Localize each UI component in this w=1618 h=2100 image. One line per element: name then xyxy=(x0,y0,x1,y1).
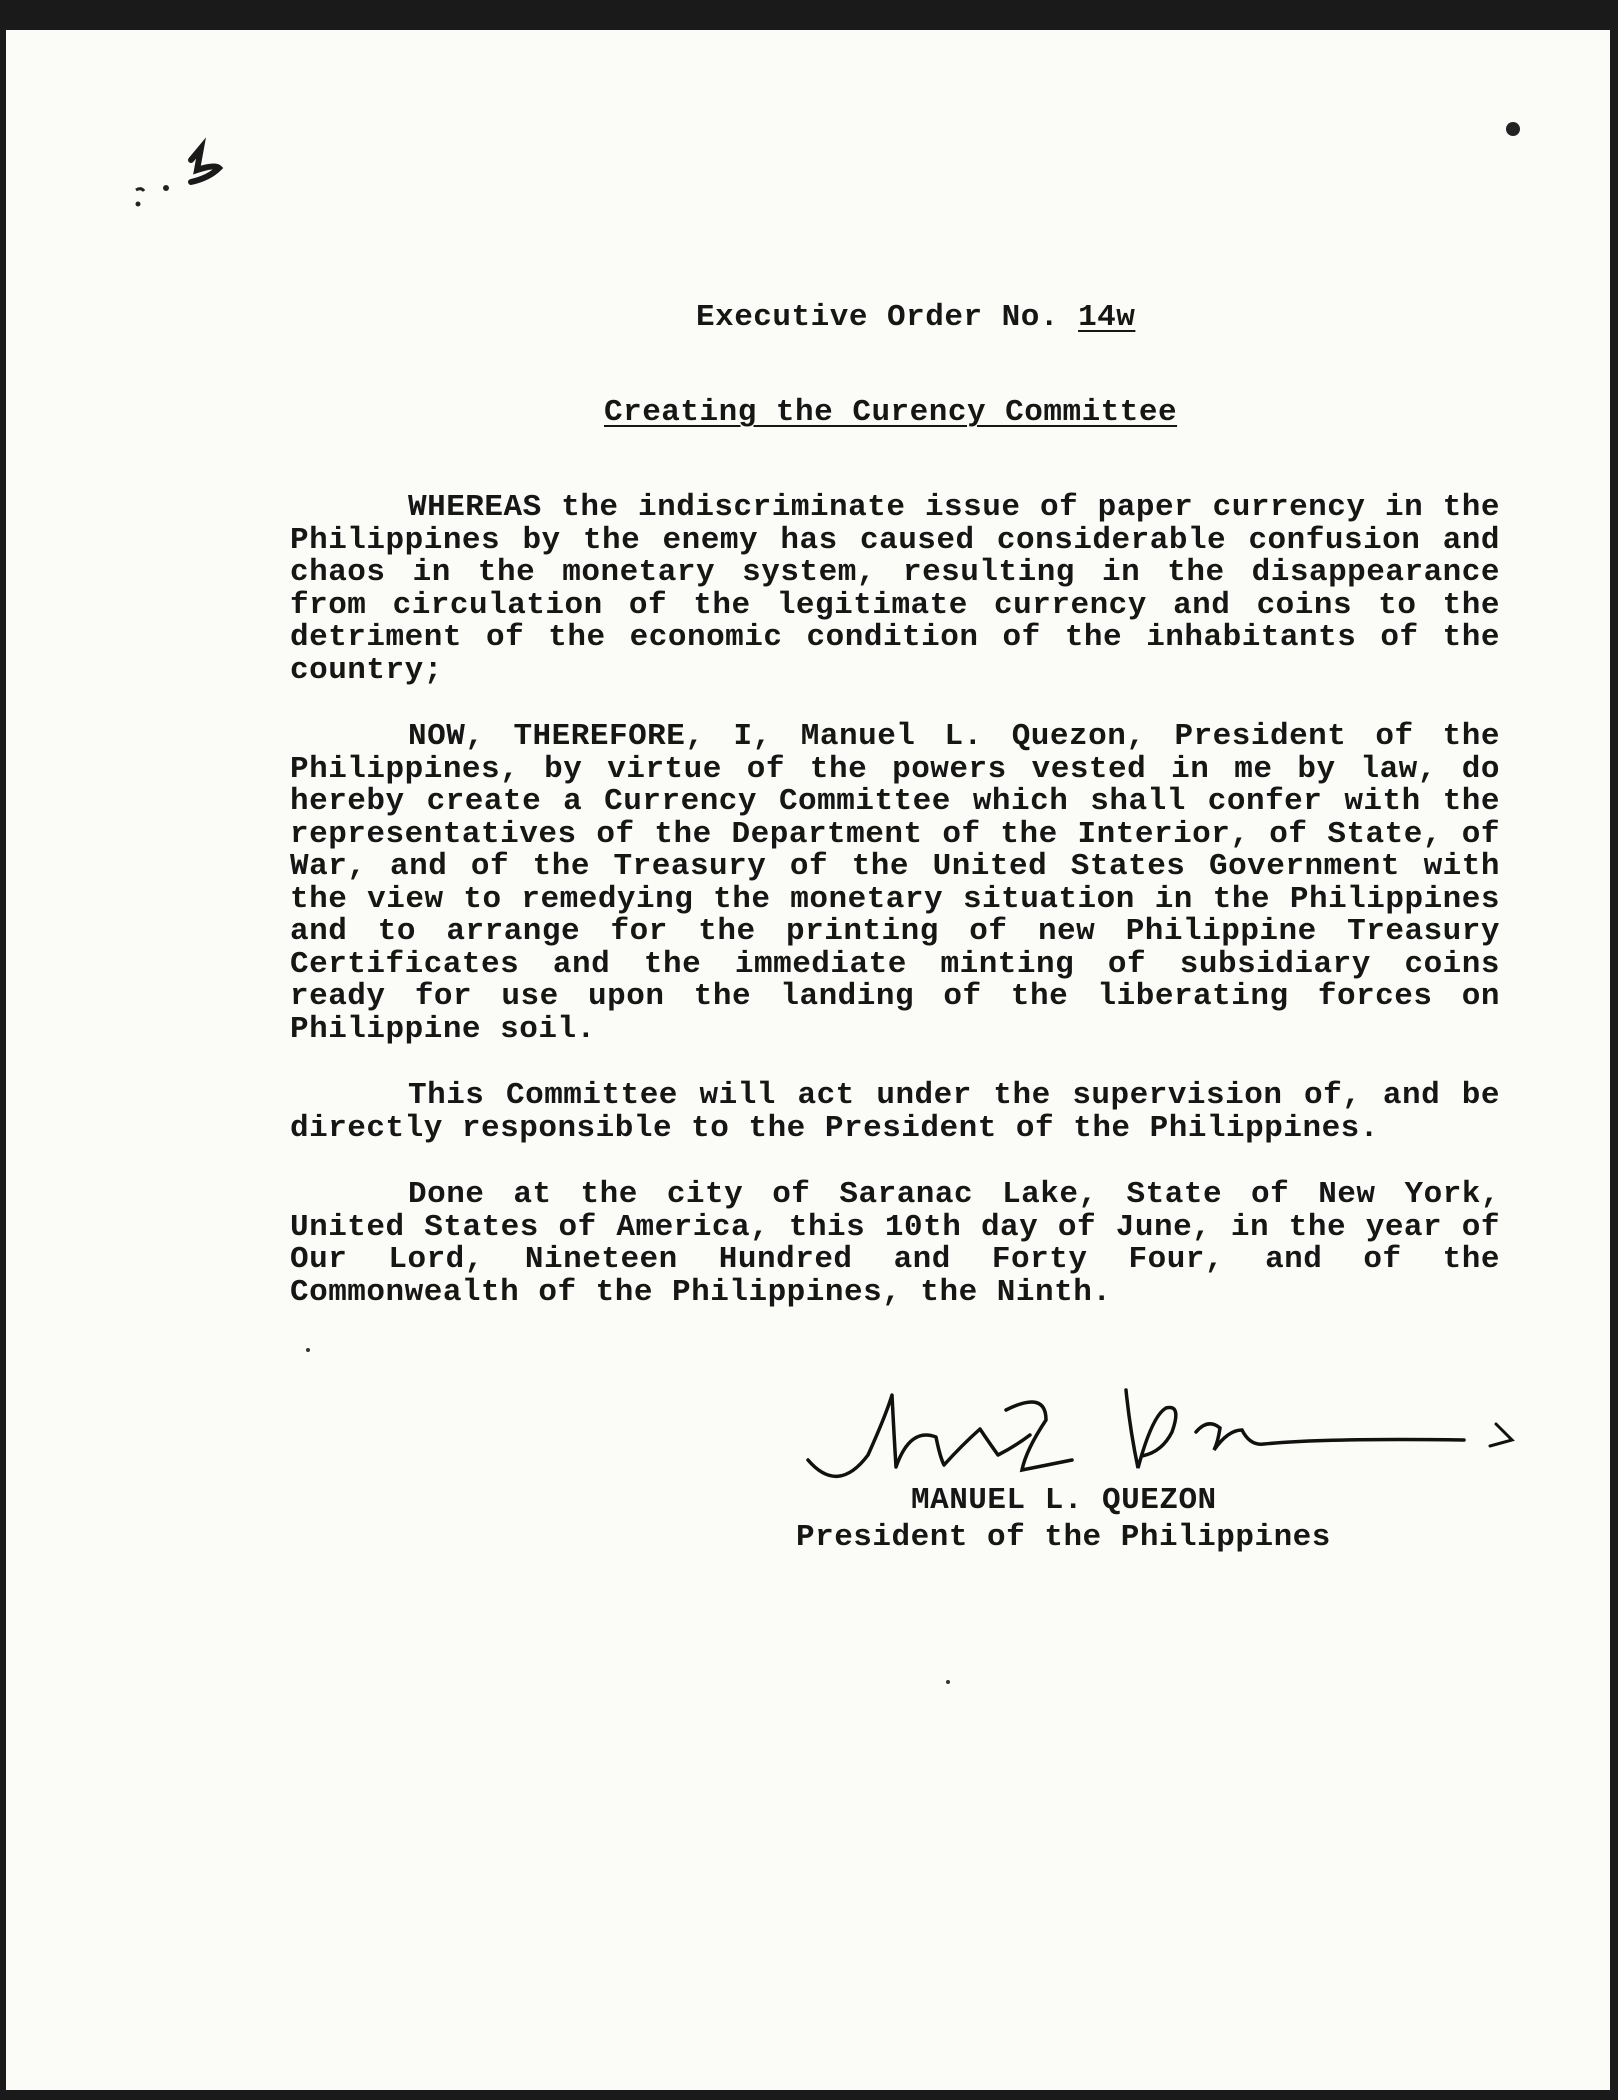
paper-speck xyxy=(306,1348,310,1352)
paragraph-whereas: WHEREAS the indiscriminate issue of paper currency in the Philippines by the enemy has caused considerable confusion and chaos in the monetary system, resulting in the disappearance from circulation of the legitimate currency and coins to the detriment of the economic condition of the inhabitants of the country; xyxy=(290,490,1500,688)
handwritten-corner-mark xyxy=(116,130,246,220)
order-heading-prefix: Executive Order No. xyxy=(696,300,1059,335)
paper-speck xyxy=(946,1680,950,1684)
document-title: Creating the Curency Committee xyxy=(604,395,1178,430)
order-heading xyxy=(696,300,1135,335)
document-page xyxy=(6,30,1610,2090)
paragraph-done-at: Done at the city of Saranac Lake, State of New York, United States of America, this 10th day of June, in the year of Our Lord, Nineteen Hundred and Forty Four, and of the Commonwealth of the Philippines, the Ninth. xyxy=(290,1177,1500,1310)
order-number: 14w xyxy=(1078,300,1136,335)
signer-title: President of the Philippines xyxy=(796,1520,1331,1555)
paragraph-now-therefore: NOW, THEREFORE, I, Manuel L. Quezon, President of the Philippines, by virtue of the powers vested in me by law, do hereby create a Currency Committee which shall confer with the representatives of the Department of the Interior, of State, of War, and of the Treasury of the United States Government with the view to remedying the monetary situation in the Philippines and to arrange for the printing of new Philippine Treasury Certificates and the immediate minting of subsidiary coins ready for use upon the landing of the liberating forces on Philippine soil. xyxy=(290,719,1500,1047)
paragraph-supervision: This Committee will act under the supervision of, and be directly responsible to the President of the Philippines. xyxy=(290,1078,1500,1146)
signer-name: MANUEL L. QUEZON xyxy=(911,1483,1217,1518)
punch-hole-mark xyxy=(1506,122,1520,136)
document-body xyxy=(290,492,1500,1343)
